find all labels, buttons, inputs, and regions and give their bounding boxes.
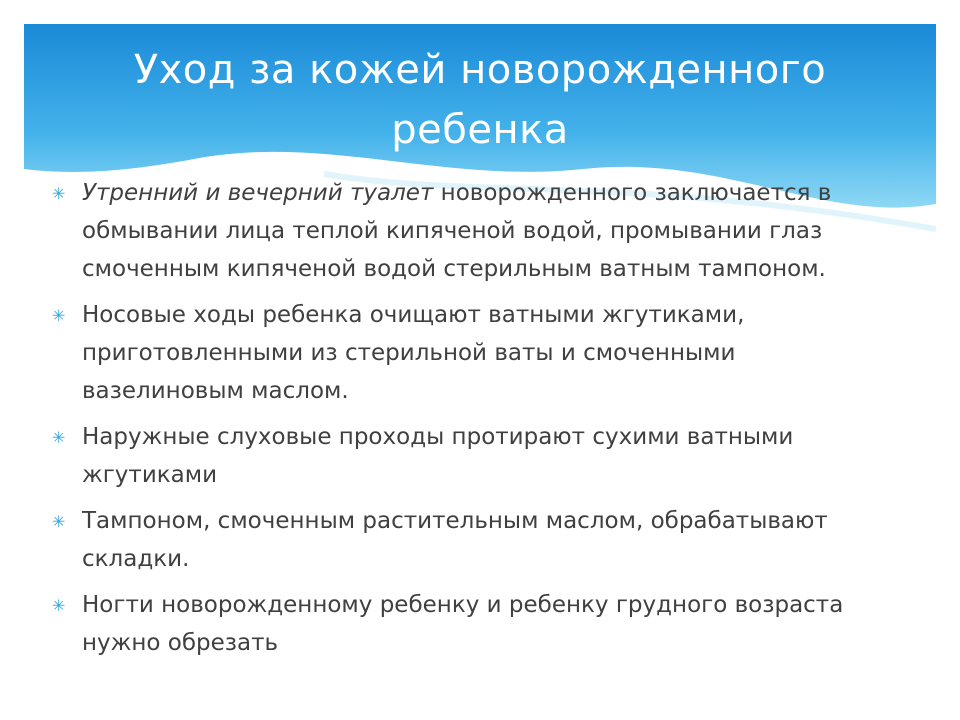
asterisk-bullet-icon: ✳ [52,596,66,615]
bullet-list [52,174,882,670]
list-item [52,418,882,494]
asterisk-bullet-icon: ✳ [52,512,66,531]
list-item [52,586,882,662]
asterisk-bullet-icon: ✳ [52,428,66,447]
item-text: новорожденного заключается в обмывании лица теплой кипяченой водой, промывании глаз смоченным кипяченой водой стерильным ватным тампоном. [82,180,832,282]
item-text: Наружные слуховые проходы протирают сухими ватными жгутиками [82,424,794,488]
list-item [52,296,882,410]
list-item [52,174,882,288]
title-line-1: Уход за кожей новорожденного [133,47,827,93]
item-text: Ногти новорожденному ребенку и ребенку грудного возраста нужно обрезать [82,592,844,656]
item-text: Тампоном, смоченным растительным маслом, обрабатывают складки. [82,508,828,572]
title-line-2: ребенка [391,107,569,153]
asterisk-bullet-icon: ✳ [52,184,66,203]
item-emphasis: Утренний и вечерний туалет [82,180,434,206]
asterisk-bullet-icon: ✳ [52,306,66,325]
slide-title [24,40,936,160]
list-item [52,502,882,578]
item-text: Носовые ходы ребенка очищают ватными жгутиками, приготовленными из стерильной ваты и смоченными вазелиновым маслом. [82,302,745,404]
